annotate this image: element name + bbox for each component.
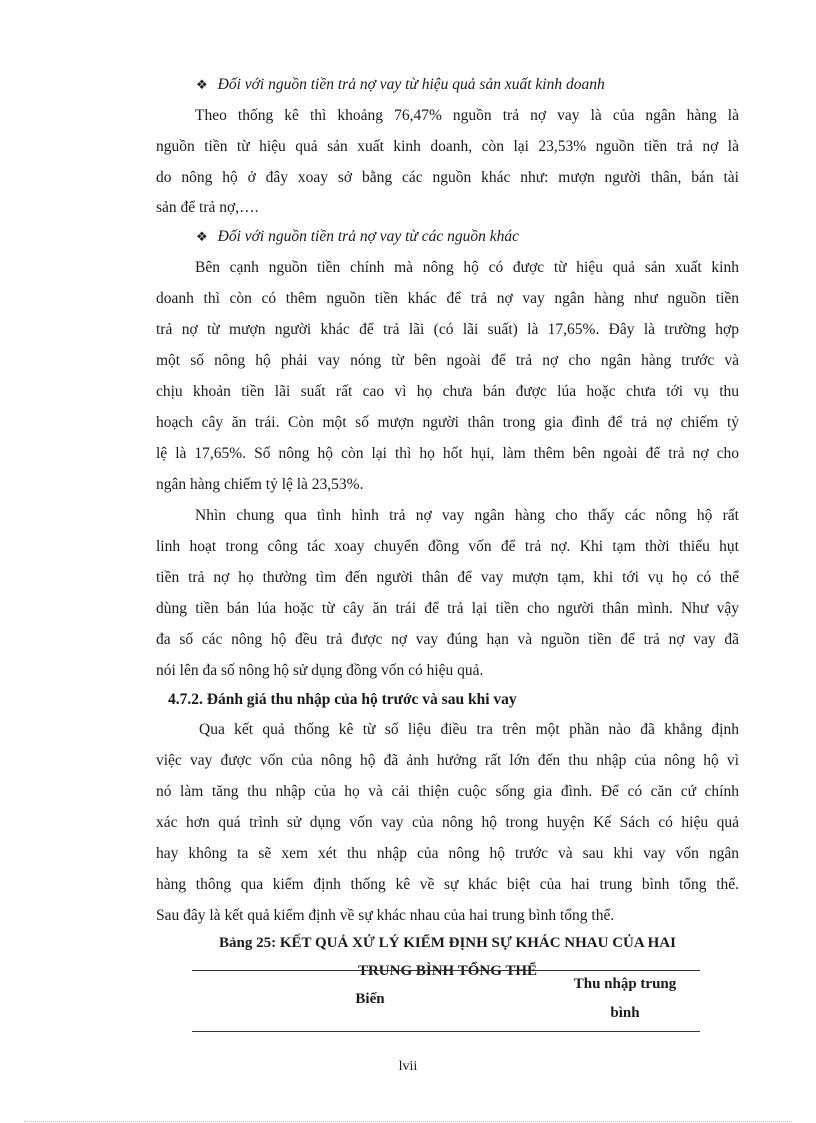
section-b-title-text: Đối với nguồn tiền trả nợ vay từ các nguồn khác [217,228,520,245]
section-heading: 4.7.2. Đánh giá thu nhập của hộ trước và sau khi vay [168,691,517,708]
paragraph-line: hoạch cây ăn trái. Còn một số mượn người thân trong gia đình để trả nợ chiếm tỷ [156,414,739,431]
table-caption: TRUNG BÌNH TỔNG THỂ [357,963,538,979]
paragraph-line: do nông hộ ở đây xoay sở bằng các nguồn khác như: mượn người thân, bán tài [156,169,739,186]
table-header-income-line1: Thu nhập trung [573,976,677,992]
table-top-rule [192,970,700,971]
paragraph-line: Theo thống kê thì khoảng 76,47% nguồn trả nợ vay là của ngân hàng là [195,107,739,124]
table-header-income [545,974,705,1023]
diamond-bullet-icon: ❖ [196,77,208,92]
paragraph-line: trả nợ từ mượn người khác để trả lãi (có lãi suất) là 17,65%. Đây là trường hợp [156,321,739,338]
table-header-income-line2: bình [610,1005,640,1021]
table-caption: Bảng 25: KẾT QUẢ XỬ LÝ KIỂM ĐỊNH SỰ KHÁC NHAU CỦA HAI [219,935,676,951]
paragraph-line: ngân hàng chiếm tỷ lệ là 23,53%. [156,476,364,493]
section-a-title-text: Đối với nguồn tiền trả nợ vay từ hiệu quả sản xuất kinh doanh [217,76,605,93]
paragraph-line: việc vay được vốn của nông hộ đã ảnh hưởng rất lớn đến thu nhập của nông hộ vì [156,752,739,769]
table-header-rule [192,1031,700,1032]
paragraph-line: nói lên đa số nông hộ sử dụng đồng vốn có hiệu quả. [156,662,484,679]
table-header-variable: Biến [355,991,385,1007]
paragraph-line: tiền trả nợ họ thường tìm đến người thân để vay mượn tạm, khi tới vụ họ có thể [156,569,739,586]
paragraph-line: chịu khoản tiền lãi suất rất cao vì họ chưa bán được lúa hoặc chưa tới vụ thu [156,383,739,400]
paragraph-line: lệ là 17,65%. Số nông hộ còn lại thì họ hốt hụi, làm thêm bên ngoài để trả nợ cho [156,445,739,462]
paragraph-line: dùng tiền bán lúa hoặc từ cây ăn trái để trả lại tiền cho người thân mình. Như vậy [156,600,739,617]
section-b-title [196,227,519,247]
paragraph-line: Qua kết quả thống kê từ số liệu điều tra trên một phần nào đã khẳng định [199,721,739,738]
page-number: lvii [398,1059,418,1074]
paragraph-line: sản để trả nợ,…. [156,199,259,216]
paragraph-line: Sau đây là kết quả kiểm định về sự khác nhau của hai trung bình tổng thể. [156,907,615,924]
diamond-bullet-icon: ❖ [196,229,208,244]
paragraph-line: nguồn tiền từ hiệu quả sản xuất kinh doanh, còn lại 23,53% nguồn tiền trả nợ là [156,138,739,155]
paragraph-line: nó làm tăng thu nhập của họ và cải thiện cuộc sống gia đình. Để có căn cứ chính [156,783,739,800]
paragraph-line: linh hoạt trong công tác xoay chuyển đồng vốn để trả nợ. Khi tạm thời thiếu hụt [156,538,739,555]
section-a-title [196,75,605,95]
paragraph-line: hay không ta sẽ xem xét thu nhập của nông hộ trước và sau khi vay vốn ngân [156,845,739,862]
paragraph-line: đa số các nông hộ đều trả được nợ vay đúng hạn và nguồn tiền để trả nợ vay đã [156,631,739,648]
paragraph-line: hàng thông qua kiểm định thống kê về sự khác biệt của hai trung bình tổng thể. [156,876,739,893]
paragraph-line: Nhìn chung qua tình hình trả nợ vay ngân hàng cho thấy các nông hộ rất [195,507,739,524]
paragraph-line: xác hơn quá trình sử dụng vốn vay của nông hộ trong huyện Kế Sách có hiệu quả [156,814,739,831]
paragraph-line: một số nông hộ phải vay nóng từ bên ngoài để trả nợ cho ngân hàng trước và [156,352,739,369]
paragraph-line: Bên cạnh nguồn tiền chính mà nông hộ có được từ hiệu quả sản xuất kinh [195,259,739,276]
page-edge-divider [24,1121,792,1122]
paragraph-line: doanh thì còn có thêm nguồn tiền khác để trả nợ vay ngân hàng như nguồn tiền [156,290,739,307]
